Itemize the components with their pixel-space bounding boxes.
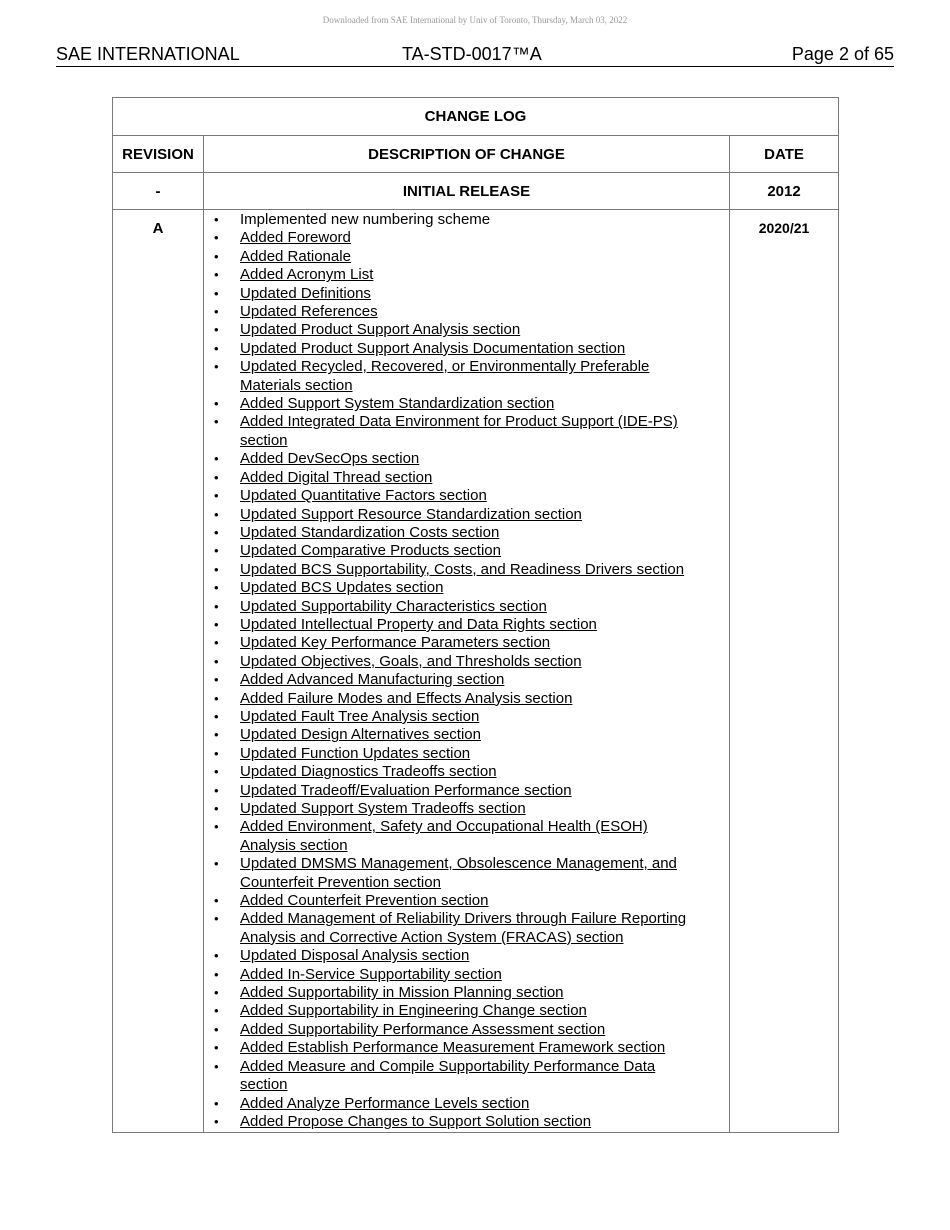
list-item[interactable] — [204, 782, 729, 800]
change-item-link[interactable]: Updated Comparative Products section — [240, 542, 501, 560]
change-item-link[interactable]: Added Propose Changes to Support Solution section — [240, 1112, 592, 1130]
bullet-icon: • — [214, 580, 219, 596]
list-item[interactable] — [204, 910, 729, 947]
bullet-icon: • — [214, 690, 219, 706]
change-item-link[interactable]: Updated Recycled, Recovered, or Environmentally Preferable Materials section — [240, 358, 650, 394]
page-header — [56, 44, 894, 67]
change-item-link[interactable]: Updated DMSMS Management, Obsolescence Management, and Counterfeit Prevention section — [240, 855, 677, 891]
list-item — [204, 211, 729, 229]
bullet-icon: • — [214, 451, 219, 467]
change-item-link[interactable]: Updated Key Performance Parameters section — [240, 634, 551, 652]
change-item-link[interactable]: Added Rationale — [240, 247, 351, 265]
list-item[interactable] — [204, 800, 729, 818]
header-org: SAE INTERNATIONAL — [56, 44, 240, 64]
change-item-link[interactable]: Added Failure Modes and Effects Analysis section — [240, 689, 573, 707]
bullet-icon: • — [214, 1058, 219, 1074]
bullet-icon: • — [214, 948, 219, 964]
change-item-link[interactable]: Added Integrated Data Environment for Product Support (IDE-PS) section — [240, 413, 678, 449]
header-doc-id: TA-STD-0017™A — [402, 44, 542, 64]
bullet-icon: • — [214, 764, 219, 780]
list-item[interactable] — [204, 285, 729, 303]
bullet-icon: • — [214, 616, 219, 632]
list-item[interactable] — [204, 1058, 729, 1095]
list-item[interactable] — [204, 266, 729, 284]
change-item-link[interactable]: Added Environment, Safety and Occupational Health (ESOH) Analysis section — [240, 818, 648, 854]
change-log-title: CHANGE LOG — [113, 98, 839, 136]
list-item[interactable] — [204, 1095, 729, 1113]
list-item[interactable] — [204, 450, 729, 468]
list-item[interactable] — [204, 358, 729, 395]
list-item[interactable] — [204, 708, 729, 726]
description-cell: INITIAL RELEASE — [204, 173, 730, 210]
change-item-link[interactable]: Updated Standardization Costs section — [240, 523, 500, 541]
change-list — [204, 211, 729, 1131]
list-item[interactable] — [204, 1021, 729, 1039]
list-item[interactable] — [204, 653, 729, 671]
change-item-link[interactable]: Added Supportability in Engineering Change section — [240, 1002, 587, 1020]
list-item[interactable] — [204, 413, 729, 450]
bullet-icon: • — [214, 1003, 219, 1019]
list-item[interactable] — [204, 395, 729, 413]
bullet-icon: • — [214, 359, 219, 375]
bullet-icon: • — [214, 745, 219, 761]
bullet-icon: • — [214, 267, 219, 283]
bullet-icon: • — [214, 340, 219, 356]
change-item-link[interactable]: Updated Intellectual Property and Data Rights section — [240, 615, 597, 633]
column-header-description: DESCRIPTION OF CHANGE — [204, 136, 730, 173]
date-cell: 2012 — [730, 173, 839, 210]
change-item-link[interactable]: Updated BCS Supportability, Costs, and Readiness Drivers section — [240, 560, 685, 578]
change-log-table — [112, 97, 839, 1133]
revision-cell: - — [113, 173, 204, 210]
list-item[interactable] — [204, 745, 729, 763]
change-item-link[interactable]: Added Establish Performance Measurement Framework section — [240, 1039, 666, 1057]
bullet-icon: • — [214, 893, 219, 909]
list-item[interactable] — [204, 340, 729, 358]
change-item-link[interactable]: Updated Product Support Analysis Documentation section — [240, 339, 626, 357]
bullet-icon: • — [214, 782, 219, 798]
list-item[interactable] — [204, 598, 729, 616]
bullet-icon: • — [214, 672, 219, 688]
change-item-link[interactable]: Updated Tradeoff/Evaluation Performance section — [240, 781, 572, 799]
list-item[interactable] — [204, 671, 729, 689]
column-header-revision: REVISION — [113, 136, 204, 173]
header-page-number: Page 2 of 65 — [791, 44, 894, 64]
list-item[interactable] — [204, 984, 729, 1002]
list-item[interactable] — [204, 892, 729, 910]
bullet-icon: • — [214, 414, 219, 430]
list-item[interactable] — [204, 561, 729, 579]
bullet-icon: • — [214, 322, 219, 338]
bullet-icon: • — [214, 396, 219, 412]
list-item[interactable] — [204, 1113, 729, 1131]
list-item[interactable] — [204, 763, 729, 781]
change-item-link[interactable]: Added DevSecOps section — [240, 450, 420, 468]
change-item-link[interactable]: Added Counterfeit Prevention section — [240, 892, 489, 910]
list-item[interactable] — [204, 524, 729, 542]
list-item[interactable] — [204, 542, 729, 560]
change-item-link[interactable]: Added Digital Thread section — [240, 468, 433, 486]
bullet-icon: • — [214, 819, 219, 835]
bullet-icon: • — [214, 469, 219, 485]
list-item[interactable] — [204, 726, 729, 744]
change-item-link[interactable]: Added Supportability Performance Assessment section — [240, 1020, 606, 1038]
change-item-link[interactable]: Added Advanced Manufacturing section — [240, 671, 505, 689]
change-item-link[interactable]: Updated Objectives, Goals, and Thresholds section — [240, 652, 582, 670]
list-item[interactable] — [204, 487, 729, 505]
download-banner: Downloaded from SAE International by Univ of Toronto, Thursday, March 03, 2022 — [322, 15, 628, 25]
list-item[interactable] — [204, 321, 729, 339]
bullet-icon: • — [214, 1040, 219, 1056]
list-item[interactable] — [204, 947, 729, 965]
change-item-link[interactable]: Updated Supportability Characteristics section — [240, 597, 547, 615]
column-header-date: DATE — [730, 136, 839, 173]
change-item-link[interactable]: Updated Fault Tree Analysis section — [240, 707, 480, 725]
bullet-icon: • — [214, 727, 219, 743]
list-item[interactable] — [204, 1039, 729, 1057]
list-item[interactable] — [204, 966, 729, 984]
list-item[interactable] — [204, 579, 729, 597]
bullet-icon: • — [214, 985, 219, 1001]
date-cell: 2020/21 — [730, 210, 839, 1133]
bullet-icon: • — [214, 1113, 219, 1129]
bullet-icon: • — [214, 212, 219, 227]
change-item-link[interactable]: Added Foreword — [240, 229, 351, 247]
change-item-link[interactable]: Added Supportability in Mission Planning section — [240, 984, 564, 1002]
change-item-link[interactable]: Added Management of Reliability Drivers through Failure Reporting Analysis and Corrective Action System (FRACAS) section — [240, 910, 687, 946]
bullet-icon: • — [214, 1021, 219, 1037]
change-item-link[interactable]: Added In-Service Supportability section — [240, 965, 502, 983]
bullet-icon: • — [214, 506, 219, 522]
change-item-link[interactable]: Updated Quantitative Factors section — [240, 487, 487, 505]
bullet-icon: • — [214, 653, 219, 669]
change-item-link[interactable]: Updated Disposal Analysis section — [240, 947, 470, 965]
change-item-link[interactable]: Updated Diagnostics Tradeoffs section — [240, 763, 497, 781]
bullet-icon: • — [214, 911, 219, 927]
change-item-link[interactable]: Added Acronym List — [240, 266, 374, 284]
list-item[interactable] — [204, 469, 729, 487]
change-item-link[interactable]: Updated Support Resource Standardization section — [240, 505, 582, 523]
bullet-icon: • — [214, 248, 219, 264]
list-item[interactable] — [204, 248, 729, 266]
bullet-icon: • — [214, 524, 219, 540]
change-item-link[interactable]: Updated Definitions — [240, 284, 371, 302]
list-item[interactable] — [204, 818, 729, 855]
change-item-link[interactable]: Updated Design Alternatives section — [240, 726, 481, 744]
list-item[interactable] — [204, 1002, 729, 1020]
list-item[interactable] — [204, 616, 729, 634]
bullet-icon: • — [214, 543, 219, 559]
table-row — [113, 210, 839, 1133]
change-item-link[interactable]: Added Measure and Compile Supportability Performance Data section — [240, 1057, 656, 1094]
bullet-icon: • — [214, 856, 219, 872]
change-item-link[interactable]: Updated Support System Tradeoffs section — [240, 800, 526, 817]
change-item-link[interactable]: Updated Product Support Analysis section — [240, 321, 521, 339]
change-item-text: Implemented new numbering scheme — [240, 211, 491, 228]
table-row — [113, 173, 839, 210]
change-item-link[interactable]: Added Support System Standardization section — [240, 395, 555, 413]
change-item-link[interactable]: Updated Function Updates section — [240, 744, 471, 762]
bullet-icon: • — [214, 285, 219, 301]
bullet-icon: • — [214, 801, 219, 816]
bullet-icon: • — [214, 966, 219, 982]
list-item[interactable] — [204, 855, 729, 892]
bullet-icon: • — [214, 635, 219, 651]
bullet-icon: • — [214, 598, 219, 614]
bullet-icon: • — [214, 488, 219, 504]
change-item-link[interactable]: Updated BCS Updates section — [240, 579, 444, 597]
description-cell — [204, 210, 730, 1133]
bullet-icon: • — [214, 230, 219, 246]
list-item[interactable] — [204, 506, 729, 524]
bullet-icon: • — [214, 304, 219, 320]
change-item-link[interactable]: Added Analyze Performance Levels section — [240, 1094, 530, 1112]
bullet-icon: • — [214, 708, 219, 724]
change-item-link[interactable]: Updated References — [240, 303, 378, 321]
revision-cell: A — [113, 210, 204, 1133]
list-item[interactable] — [204, 229, 729, 247]
bullet-icon: • — [214, 1095, 219, 1111]
bullet-icon: • — [214, 561, 219, 577]
list-item[interactable] — [204, 634, 729, 652]
list-item[interactable] — [204, 690, 729, 708]
list-item[interactable] — [204, 303, 729, 321]
